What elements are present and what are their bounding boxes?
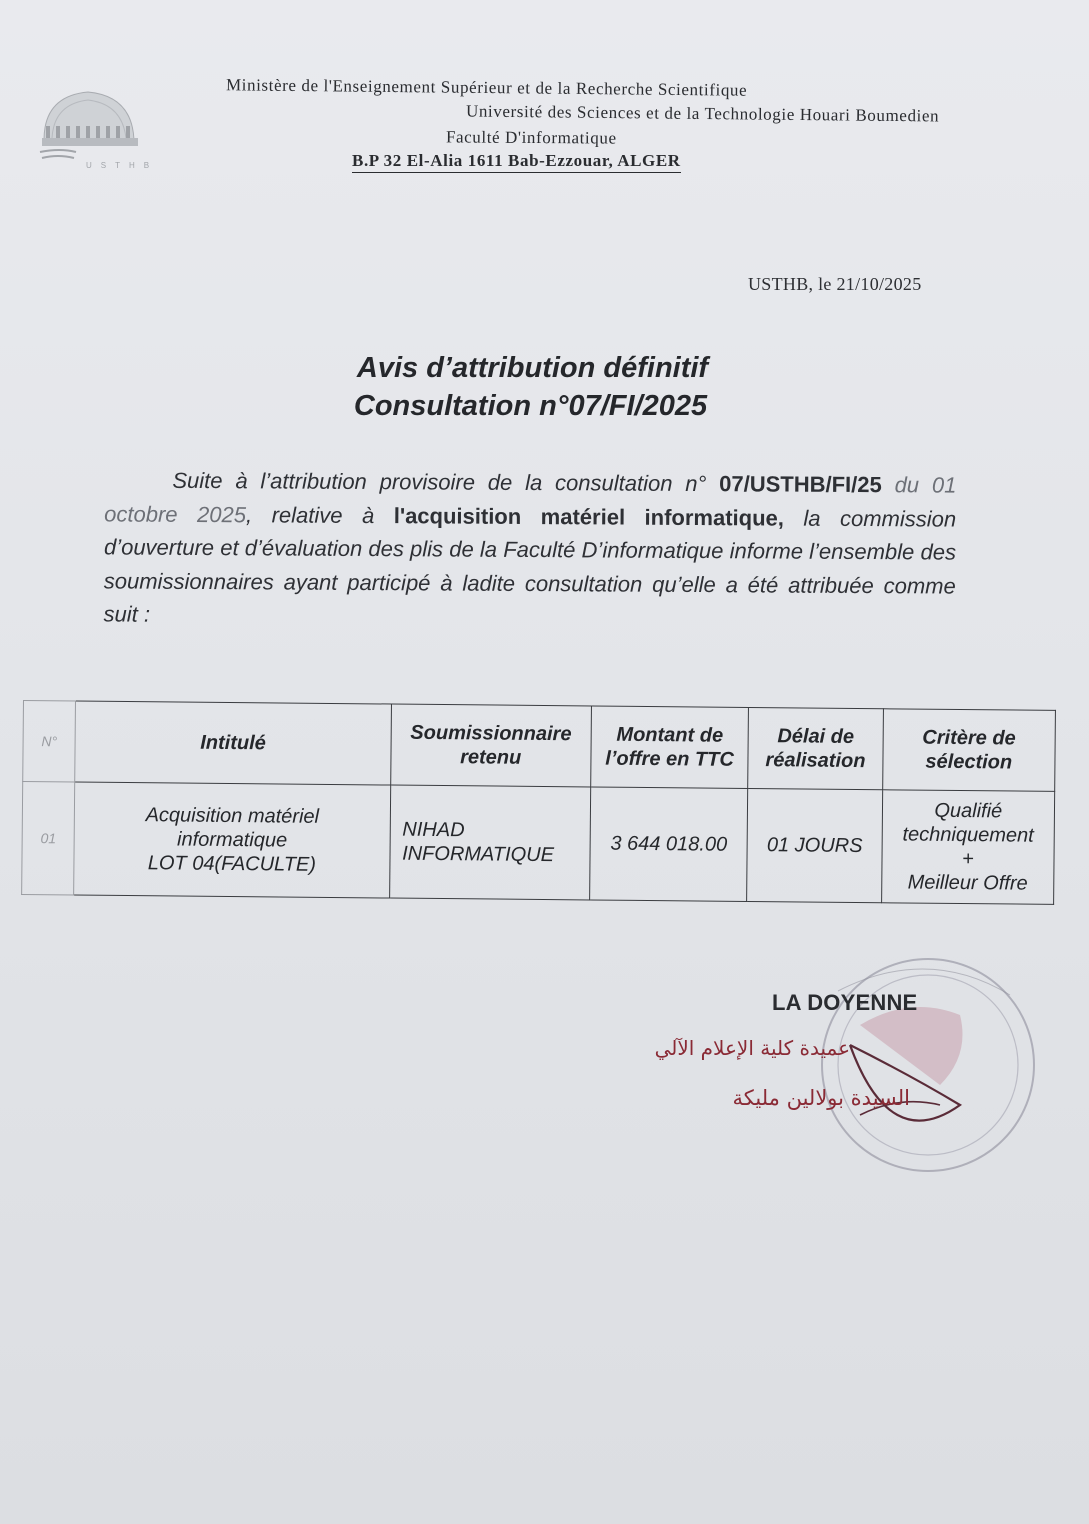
cell-soumissionnaire bbox=[389, 785, 590, 900]
stamp-arabic-line-1: عميدة كلية الإعلام الآلي bbox=[654, 1036, 850, 1060]
body-text-2: , relative à bbox=[245, 501, 375, 528]
critere-line-2: techniquement bbox=[902, 823, 1034, 847]
table-header-row bbox=[23, 701, 1056, 792]
stamp-arabic-line-2: السيدة بولالين مليكة bbox=[732, 1086, 910, 1110]
document-title: Avis d’attribution définitif bbox=[356, 352, 709, 384]
intitule-line-1: Acquisition matériel bbox=[145, 804, 320, 828]
svg-text:USTHB: USTHB bbox=[86, 161, 159, 170]
header-num: N° bbox=[23, 701, 76, 782]
attribution-table bbox=[21, 700, 1056, 905]
university-logo-icon bbox=[30, 82, 159, 174]
body-text-date: du 01 octobre 2025 bbox=[104, 472, 957, 527]
attribution-table-wrapper bbox=[21, 700, 1056, 920]
critere-line-1: Qualifié bbox=[934, 799, 1003, 823]
address-header: B.P 32 El-Alia 1611 Bab-Ezzouar, ALGER bbox=[352, 151, 681, 173]
cell-montant: 3 644 018.00 bbox=[589, 787, 748, 902]
ministry-header: Ministère de l'Enseignement Supérieur et de la Recherche Scientifique bbox=[225, 75, 748, 100]
cell-intitule bbox=[74, 782, 390, 898]
body-paragraph bbox=[103, 463, 956, 636]
critere-line-3: + bbox=[961, 848, 974, 871]
header-montant: Montant de l’offre en TTC bbox=[591, 706, 749, 789]
signatory-role: LA DOYENNE bbox=[772, 990, 918, 1015]
consultation-object: l'acquisition matériel informatique, bbox=[393, 502, 785, 531]
intitule-line-2: informatique bbox=[176, 828, 288, 852]
table-row bbox=[22, 782, 1055, 905]
university-header: Université des Sciences et de la Technologie Houari Boumedien bbox=[465, 101, 940, 126]
faculty-header: Faculté D'informatique bbox=[445, 127, 617, 148]
body-text-3: la commission d’ouverture et d’évaluation des plis de la Faculté D’informatique informe l’ensemble des soumissionnaires ayant participé à ladite consultation qu’elle a été attribuée comme suit : bbox=[103, 505, 957, 627]
header-critere: Critère de sélection bbox=[882, 709, 1055, 792]
intitule-line-3: LOT 04(FACULTE) bbox=[147, 852, 317, 876]
header-intitule: Intitulé bbox=[75, 701, 391, 785]
cell-critere bbox=[881, 790, 1054, 905]
cell-delai: 01 JOURS bbox=[747, 788, 882, 902]
consultation-reference: 07/USTHB/FI/25 bbox=[719, 471, 882, 498]
soumissionnaire-line-2: INFORMATIQUE bbox=[402, 842, 555, 867]
header-soumissionnaire: Soumissionnaire retenu bbox=[390, 704, 591, 787]
date-line: USTHB, le 21/10/2025 bbox=[748, 274, 922, 294]
body-text-1: Suite à l’attribution provisoire de la consultation n° bbox=[172, 467, 707, 497]
soumissionnaire-line-1: NIHAD bbox=[402, 818, 465, 842]
critere-line-4: Meilleur Offre bbox=[907, 871, 1028, 895]
header-delai: Délai de réalisation bbox=[748, 707, 883, 789]
cell-num: 01 bbox=[22, 782, 75, 895]
document-subtitle: Consultation n°07/FI/2025 bbox=[353, 390, 708, 422]
